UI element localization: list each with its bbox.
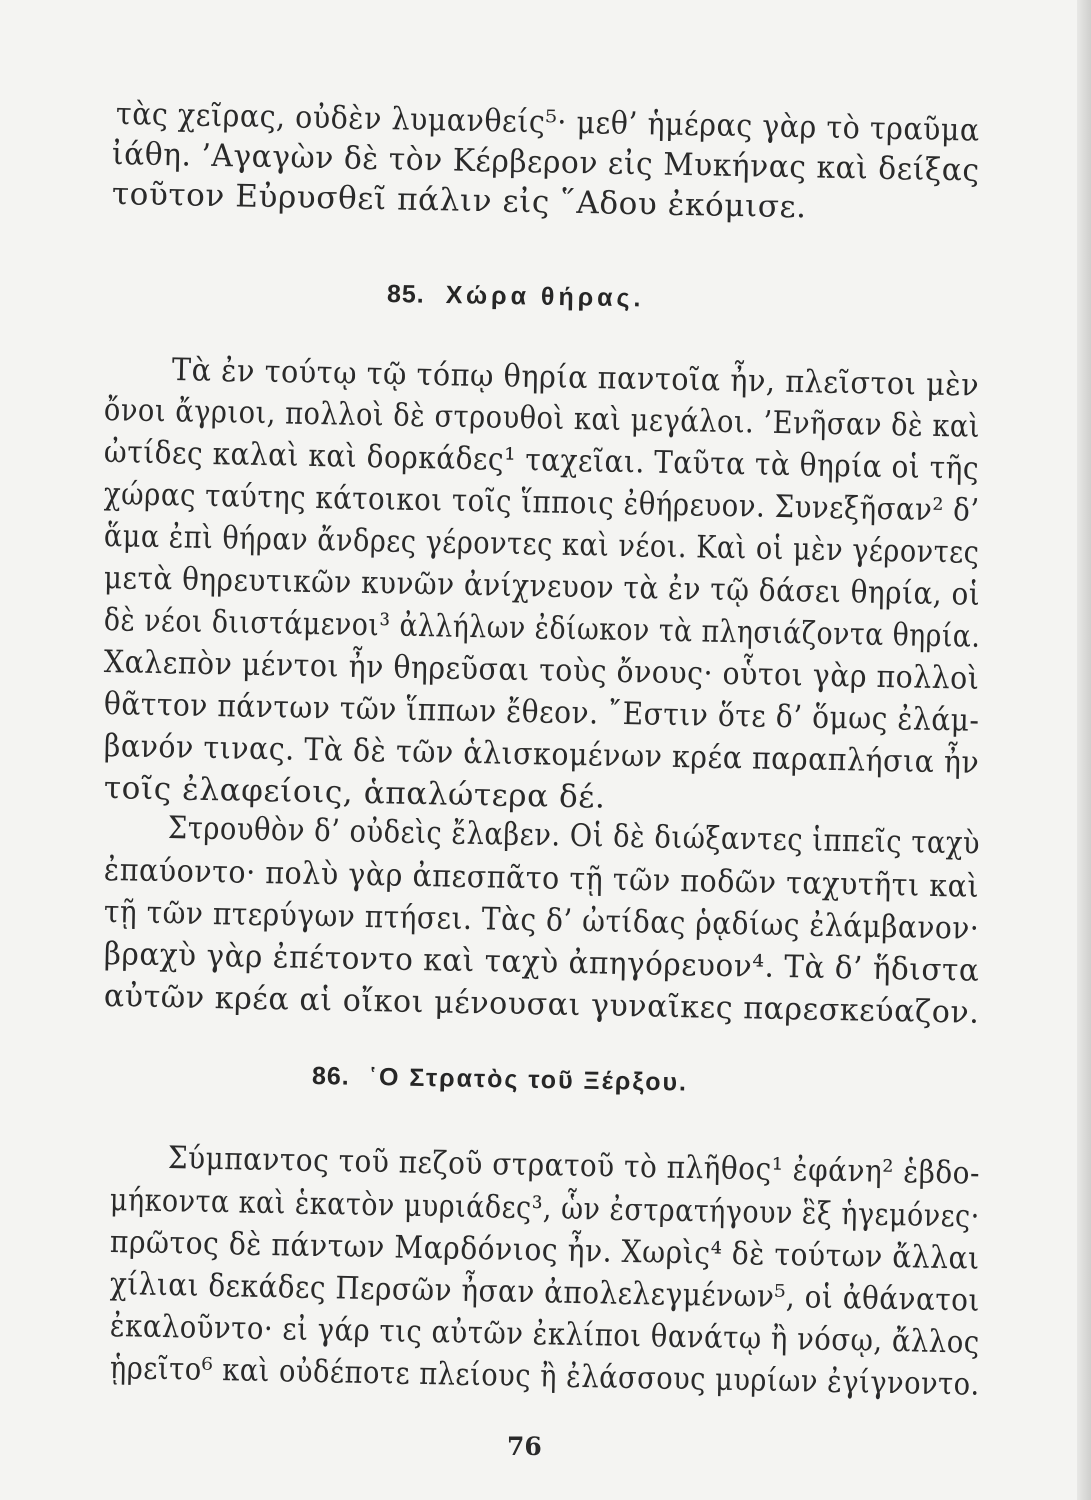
page-number: 76 bbox=[507, 1432, 542, 1461]
text-line: ἰάθη. ’Αγαγὼν δὲ τὸν Κέρβερον εἰς Μυκήνας καὶ δείξας bbox=[111, 136, 980, 189]
text-line: τοῦτον Εὐρυσθεῖ πάλιν εἰς ῞Αδου ἐκόμισε. bbox=[111, 176, 808, 226]
text-line: ὠτίδες καλαὶ καὶ δορκάδες¹ ταχεῖαι. Ταῦτα τὰ θηρία οἱ τῆς bbox=[103, 434, 980, 487]
text-line: Χαλεπὸν μέντοι ἦν θηρεῦσαι τοὺς ὄνους· οὗτοι γὰρ πολλοὶ bbox=[103, 644, 980, 697]
text-line: ἅμα ἐπὶ θήραν ἄνδρες γέροντες καὶ νέοι. Καὶ οἱ μὲν γέροντες bbox=[103, 518, 980, 571]
text-line: ἐκαλοῦντο· εἰ γάρ τις αὐτῶν ἐκλίποι θανάτῳ ἢ νόσῳ, ἄλλος bbox=[109, 1308, 981, 1361]
text-line: Τὰ ἐν τούτῳ τῷ τόπῳ θηρία παντοῖα ἦν, πλεῖστοι μὲν bbox=[171, 352, 980, 404]
section-85-number: 85. bbox=[386, 280, 426, 309]
text-line: βανόν τινας. Τὰ δὲ τῶν ἁλισκομένων κρέα παραπλήσια ἦν bbox=[103, 728, 980, 781]
text-line: χώρας ταύτης κάτοικοι τοῖς ἵπποις ἐθήρευον. Συνεξῆσαν² δ’ bbox=[103, 476, 980, 529]
section-86-number: 86. bbox=[311, 1062, 351, 1091]
page-edge-shadow bbox=[1077, 0, 1091, 1500]
text-line: μήκοντα καὶ ἑκατὸν μυριάδες³, ὧν ἐστρατήγουν ἓξ ἡγεμόνες· bbox=[109, 1182, 981, 1235]
text-line: τοῖς ἐλαφείοις, ἁπαλώτερα δέ. bbox=[103, 770, 606, 816]
text-line: πρῶτος δὲ πάντων Μαρδόνιος ἦν. Χωρὶς⁴ δὲ τούτων ἄλλαι bbox=[109, 1224, 980, 1277]
text-line: ὄνοι ἄγριοι, πολλοὶ δὲ στρουθοὶ καὶ μεγάλοι. ’Ενῆσαν δὲ καὶ bbox=[103, 392, 981, 445]
text-line: ᾑρεῖτο⁶ καὶ οὐδέποτε πλείους ἢ ἐλάσσους μυρίων ἐγίγνοντο. bbox=[109, 1350, 981, 1403]
text-line: τῇ τῶν πτερύγων πτήσει. Τὰς δ’ ὠτίδας ῥᾳδίως ἐλάμβανον· bbox=[103, 894, 980, 947]
text-line: δὲ νέοι διιστάμενοι³ ἀλλήλων ἐδίωκον τὰ πλησιάζοντα θηρία. bbox=[103, 602, 981, 655]
text-line: ἐπαύοντο· πολὺ γὰρ ἀπεσπᾶτο τῇ τῶν ποδῶν ταχυτῆτι καὶ bbox=[103, 852, 980, 905]
text-line: βραχὺ γὰρ ἐπέτοντο καὶ ταχὺ ἀπηγόρευον⁴. Τὰ δ’ ἥδιστα bbox=[103, 936, 980, 989]
text-line: τὰς χεῖρας, οὐδὲν λυμανθείς⁵· μεθ’ ἡμέρας γὰρ τὸ τραῦμα bbox=[115, 96, 980, 149]
text-line: μετὰ θηρευτικῶν κυνῶν ἀνίχνευον τὰ ἐν τῷ δάσει θηρία, οἱ bbox=[103, 560, 981, 613]
section-85-title: Χώρα θήρας. bbox=[445, 281, 645, 313]
text-line: χίλιαι δεκάδες Περσῶν ἦσαν ἀπολελεγμένων⁵, οἱ ἀθάνατοι bbox=[109, 1266, 981, 1319]
text-line: θᾶττον πάντων τῶν ἵππων ἔθεον. ῎Εστιν ὅτε δ’ ὅμως ἐλάμ- bbox=[103, 686, 980, 739]
text-line: Στρουθὸν δ’ οὐδεὶς ἔλαβεν. Οἱ δὲ διώξαντες ἱππεῖς ταχὺ bbox=[167, 810, 981, 862]
text-line: Σύμπαντος τοῦ πεζοῦ στρατοῦ τὸ πλῆθος¹ ἐφάνη² ἑβδο- bbox=[167, 1140, 981, 1192]
section-86-title: ῾Ο Στρατὸς τοῦ Ξέρξου. bbox=[368, 1062, 689, 1097]
section-85-heading bbox=[387, 280, 645, 313]
section-86-heading bbox=[312, 1062, 688, 1098]
text-line: αὐτῶν κρέα αἱ οἴκοι μένουσαι γυναῖκες παρεσκεύαζον. bbox=[103, 978, 980, 1031]
